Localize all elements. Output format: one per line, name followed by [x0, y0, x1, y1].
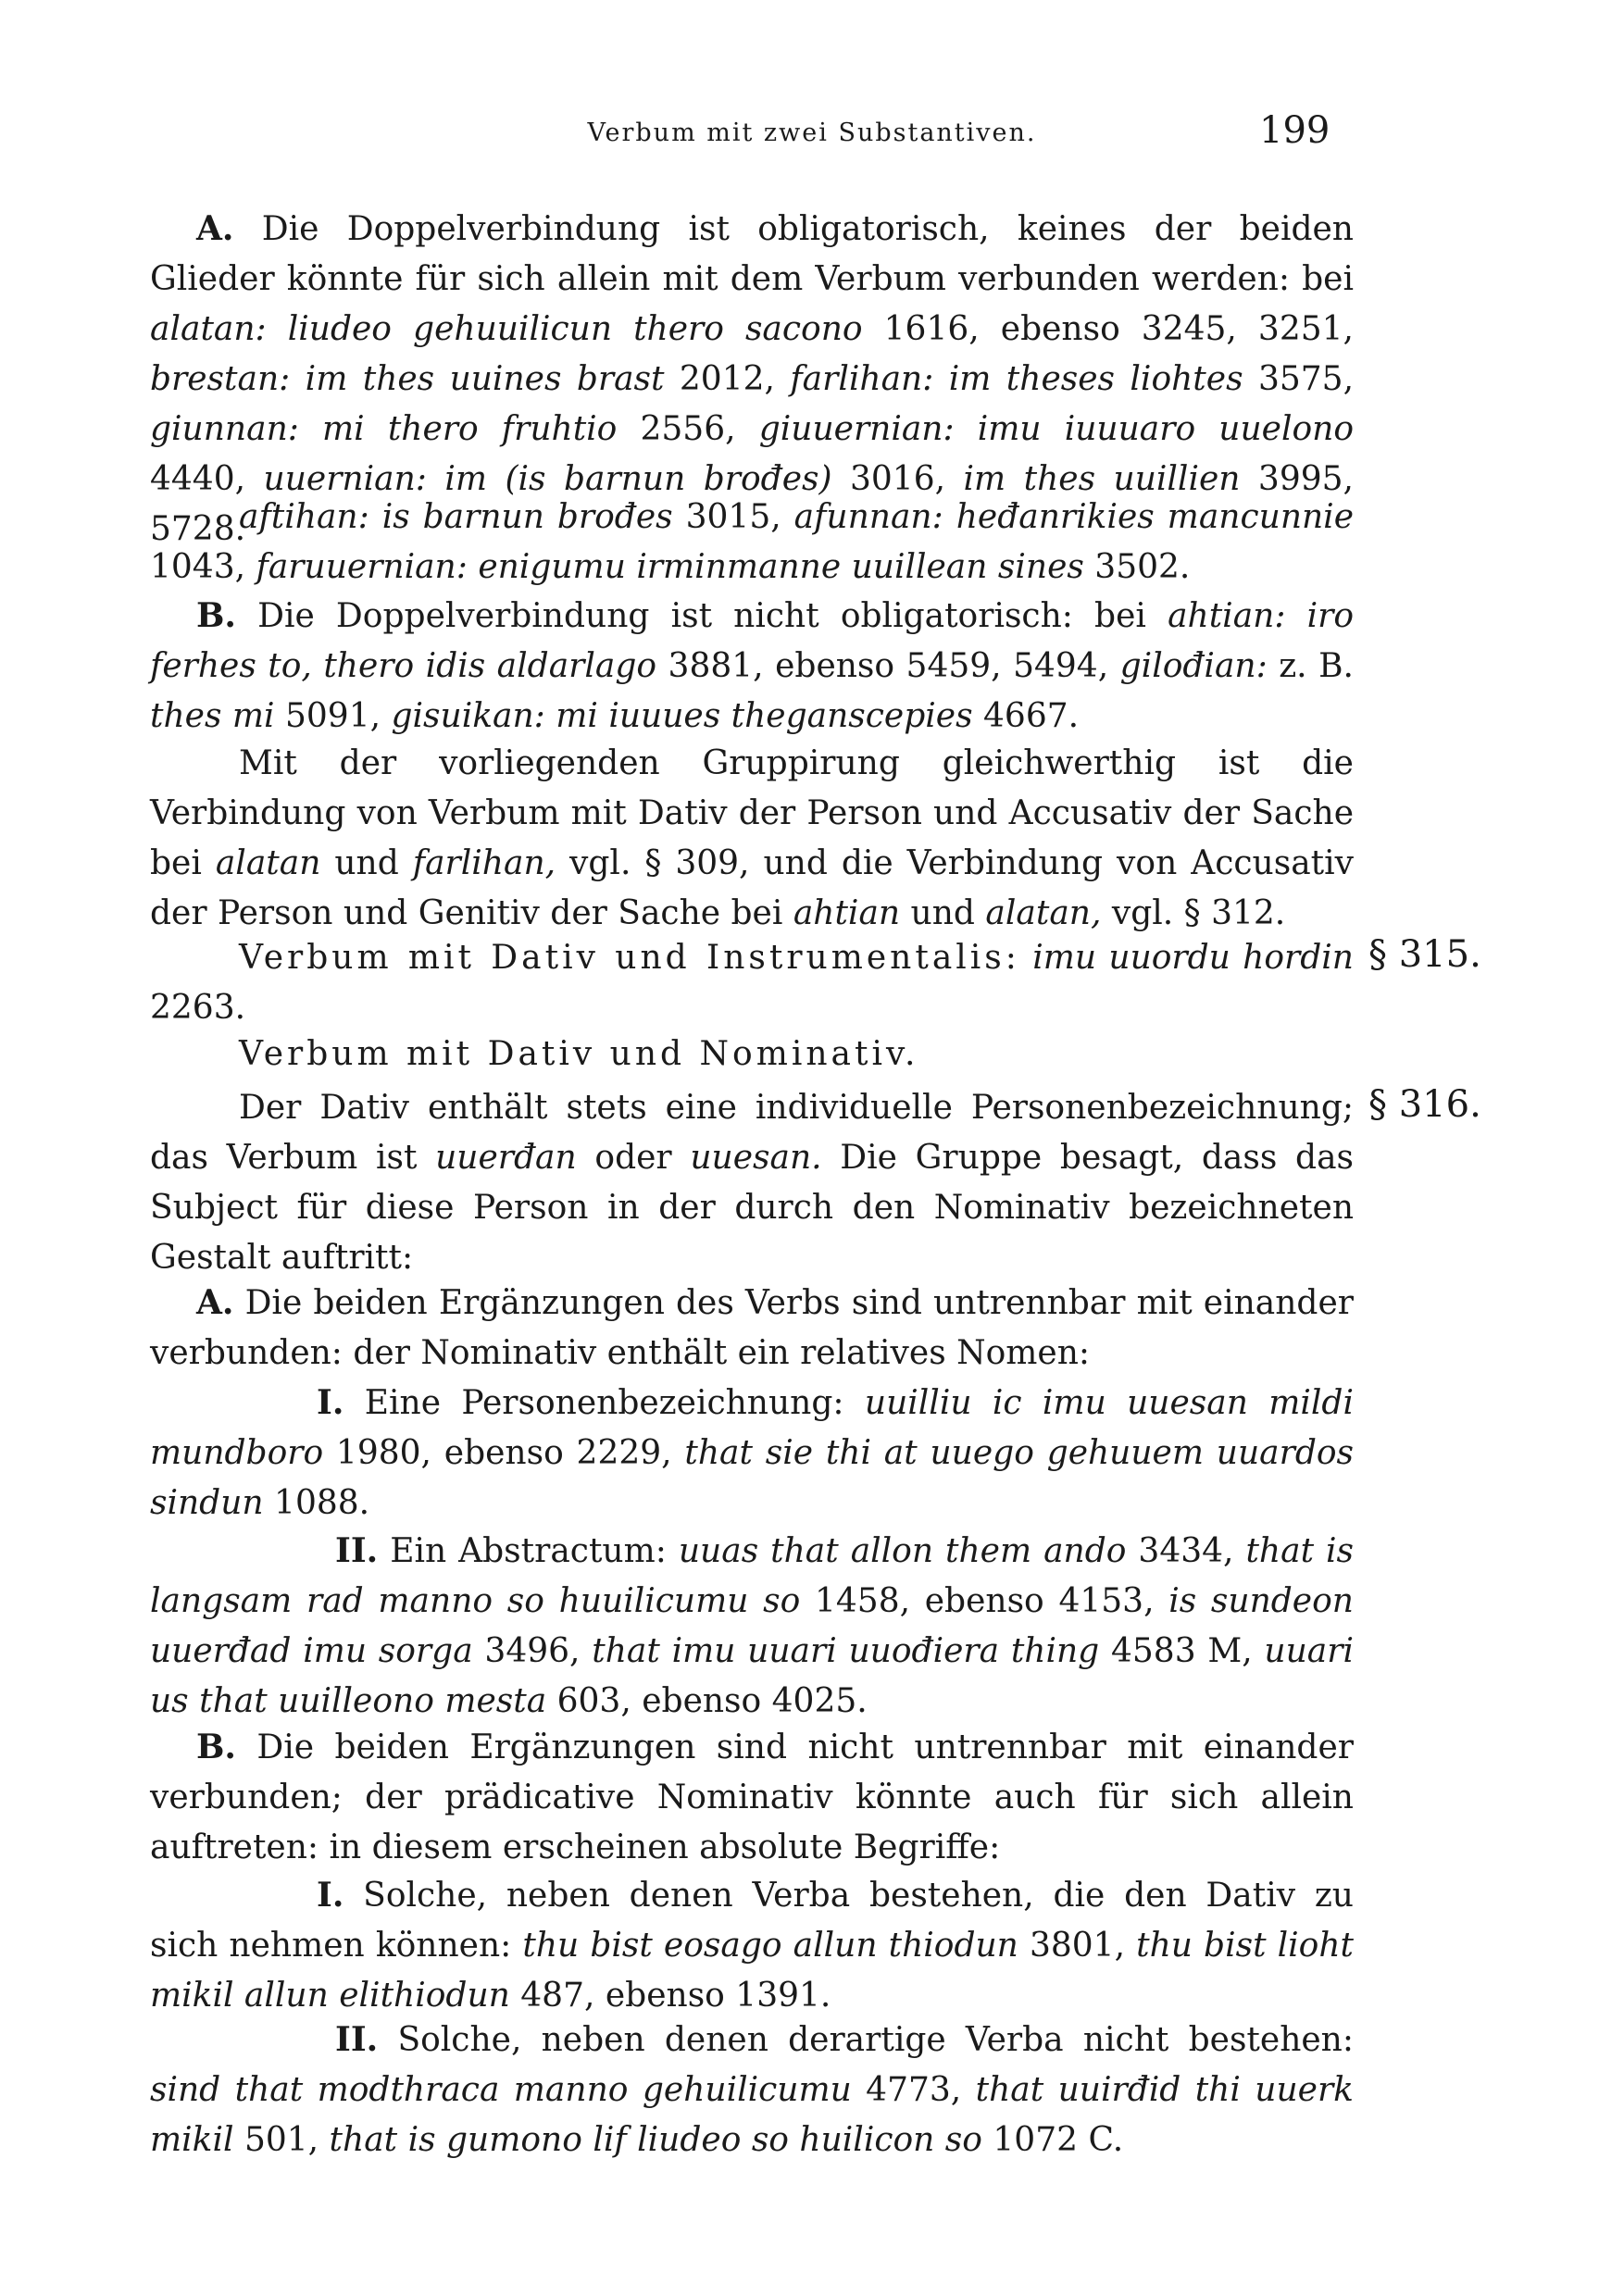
- paragraph-i-personenbezeichnung: I. Eine Personenbezeichnung: uuilliu ic imu uuesan mildi mundboro 1980, ebenso 2229, that sie thi at uuego gehuuem uuardos sindun 1088.: [150, 1383, 1355, 1522]
- page-number: 199: [1259, 109, 1330, 152]
- paragraph-gruppirung: Mit der vorliegenden Gruppirung gleichwerthig ist die Verbindung von Verbum mit Dativ der Person und Accusativ der Sache bei alatan und farlihan, vgl. § 309, und die Verbindung von Accusativ der Person und Genitiv der Sache bei ahtian und alatan, vgl. § 312.: [150, 744, 1354, 932]
- paragraph-i-verba-bestehen: I. Solche, neben denen Verba bestehen, die den Dativ zu sich nehmen können: thu bist eosago allun thiodun 3801, thu bist lioht mikil allun elithiodun 487, ebenso 1391.: [150, 1876, 1355, 2015]
- section-marker: II.: [335, 2020, 379, 2059]
- paragraph-ii-verba-nicht-bestehen: II. Solche, neben denen derartige Verba nicht bestehen: sind that modthraca manno gehuilicumu 4773, that uuirđid thi uuerk mikil 501, that is gumono lif liudeo so huilicon so 1072 C.: [150, 2020, 1354, 2159]
- section-marker: II.: [335, 1531, 379, 1570]
- section-marker: I.: [317, 1876, 344, 1915]
- running-header: Verbum mit zwei Substantiven.: [587, 119, 1037, 147]
- paragraph-a-obligatorisch: A. Die Doppelverbindung ist obligatorisch, keines der beiden Glieder könnte für sich allein mit dem Verbum verbunden werden: bei alatan: liudeo gehuuilicun thero sacono 1616, ebenso 3245, 3251, brestan: im thes uuines brast 2012, farlihan: im theses liohtes 3575, giunnan: mi thero fruhtio 2556, giuuernian: imu iuuuaro uuelono 4440, uuernian: im (is barnun brođes) 3016, im thes uuillien 3995, 5728.: [150, 209, 1355, 548]
- paragraph-a-untrennbar: A. Die beiden Ergänzungen des Verbs sind untrennbar mit einander verbunden: der Nominativ enthält ein relatives Nomen:: [150, 1283, 1354, 1372]
- section-marker: A.: [196, 209, 234, 248]
- paragraph-dativ-personenbezeichnung: Der Dativ enthält stets eine individuelle Personenbezeichnung; das Verbum ist uuerđan oder uuesan. Die Gruppe besagt, dass das Subject für diese Person in der durch den Nominativ bezeichneten Gestalt auftritt:: [150, 1089, 1355, 1277]
- paragraph-number-316: § 316.: [1368, 1083, 1481, 1126]
- section-heading: Verbum mit Dativ und Instrumentalis:: [239, 939, 1020, 977]
- section-marker: A.: [196, 1283, 234, 1322]
- section-marker: I.: [317, 1383, 344, 1422]
- section-marker: B.: [196, 596, 236, 635]
- paragraph-ii-abstractum: II. Ein Abstractum: uuas that allon them ando 3434, that is langsam rad manno so huuilicumu so 1458, ebenso 4153, is sundeon uuerđad imu sorga 3496, that imu uuari uuođiera thing 4583 M, uuari us that uuilleono mesta 603, ebenso 4025.: [150, 1531, 1355, 1720]
- section-marker: B.: [196, 1728, 236, 1766]
- paragraph-aftihan: aftihan: is barnun brođes 3015, afunnan: heđanrikies mancunnie 1043, faruuernian: enigumu irminmanne uuillean sines 3502.: [150, 498, 1355, 586]
- paragraph-b-nicht-obligatorisch: B. Die Doppelverbindung ist nicht obligatorisch: bei ahtian: iro ferhes to, thero idis aldarlago 3881, ebenso 5459, 5494, gilođian: z. B. thes mi 5091, gisuikan: mi iuuues theganscepies 4667.: [150, 596, 1355, 735]
- paragraph-number-315: § 315.: [1368, 933, 1481, 976]
- section-heading: Verbum mit Dativ und Nominativ.: [239, 1035, 919, 1073]
- paragraph-dativ-instrumentalis: Verbum mit Dativ und Instrumentalis: imu uuordu hordin 2263.: [150, 939, 1354, 1027]
- paragraph-b-nicht-untrennbar: B. Die beiden Ergänzungen sind nicht untrennbar mit einander verbunden; der prädicative Nominativ könnte auch für sich allein auftreten: in diesem erscheinen absolute Begriffe:: [150, 1728, 1354, 1866]
- paragraph-dativ-nominativ-heading: [150, 1029, 1354, 1079]
